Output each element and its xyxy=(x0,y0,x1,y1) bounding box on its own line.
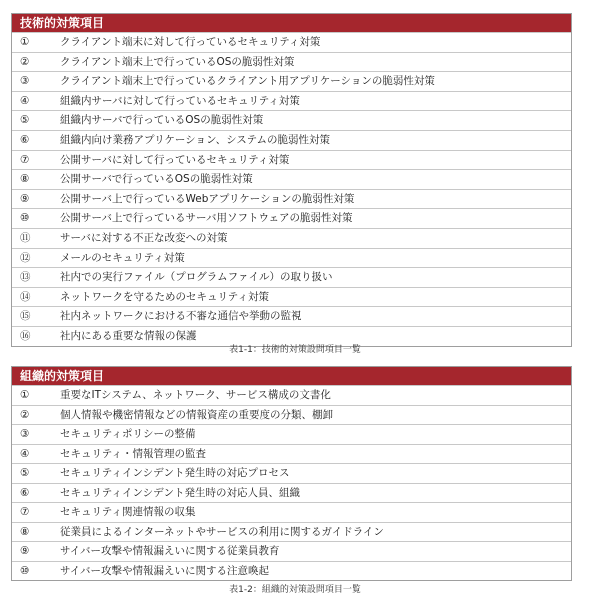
row-number: ④ xyxy=(20,447,30,460)
row-number: ⑮ xyxy=(20,310,31,323)
row-text: クライアント端末上で行っているOSの脆弱性対策 xyxy=(60,55,295,68)
row-number: ⑧ xyxy=(20,173,30,186)
row-number: ⑯ xyxy=(20,329,31,342)
table-body xyxy=(12,32,571,346)
table-row xyxy=(12,306,571,326)
table-row xyxy=(12,502,571,522)
row-number: ⑤ xyxy=(20,467,30,479)
table-row xyxy=(12,169,571,189)
row-text: セキュリティインシデント発生時の対応人員、組織 xyxy=(60,486,300,499)
row-number: ⑨ xyxy=(20,192,30,205)
row-text: 社内ネットワークにおける不審な通信や挙動の監視 xyxy=(60,310,302,323)
table-row xyxy=(12,110,571,130)
row-text: 従業員によるインターネットやサービスの利用に関するガイドライン xyxy=(60,525,384,538)
row-number: ⑬ xyxy=(20,271,31,284)
row-text: セキュリティインシデント発生時の対応プロセス xyxy=(60,467,290,479)
row-text: サイバー攻撃や情報漏えいに関する従業員教育 xyxy=(60,545,280,557)
row-number: ⑭ xyxy=(20,290,31,303)
row-number: ③ xyxy=(20,75,30,88)
row-number: ⑩ xyxy=(20,564,30,577)
row-number: ① xyxy=(20,389,30,401)
row-number: ③ xyxy=(20,428,30,440)
row-text: サーバに対する不正な改変への対策 xyxy=(60,231,228,244)
table-row xyxy=(12,189,571,209)
technical-measures-table xyxy=(11,13,572,347)
table-row xyxy=(12,150,571,170)
table-header: 組織的対策項目 xyxy=(12,367,571,385)
table-row xyxy=(12,52,571,72)
row-text: 組織内サーバで行っているOSの脆弱性対策 xyxy=(60,114,264,127)
table-row xyxy=(12,444,571,464)
row-text: 公開サーバ上で行っているWebアプリケーションの脆弱性対策 xyxy=(60,192,355,205)
row-text: セキュリティポリシーの整備 xyxy=(60,428,196,440)
table-row xyxy=(12,267,571,287)
row-text: 公開サーバ上で行っているサーバ用ソフトウェアの脆弱性対策 xyxy=(60,212,353,225)
row-text: 公開サーバに対して行っているセキュリティ対策 xyxy=(60,153,290,166)
table-row xyxy=(12,32,571,52)
row-text: 組織内サーバに対して行っているセキュリティ対策 xyxy=(60,94,300,107)
row-number: ② xyxy=(20,55,30,68)
table-caption: 表1-2：組織的対策設問項目一覧 xyxy=(229,585,361,595)
row-text: ネットワークを守るためのセキュリティ対策 xyxy=(60,290,269,303)
row-text: セキュリティ・情報管理の監査 xyxy=(60,447,206,460)
table-row xyxy=(12,71,571,91)
table-row xyxy=(12,522,571,542)
row-number: ② xyxy=(20,408,30,421)
table-caption: 表1-1：技術的対策設問項目一覧 xyxy=(229,345,361,355)
row-number: ⑦ xyxy=(20,153,30,166)
row-number: ⑧ xyxy=(20,525,30,538)
row-text: クライアント端末に対して行っているセキュリティ対策 xyxy=(60,36,321,48)
row-text: メールのセキュリティ対策 xyxy=(60,251,185,264)
row-number: ⑥ xyxy=(20,133,30,146)
table-header: 技術的対策項目 xyxy=(12,14,571,32)
table-row xyxy=(12,561,571,581)
table-row xyxy=(12,541,571,561)
row-number: ⑫ xyxy=(20,251,31,264)
row-number: ⑥ xyxy=(20,486,30,499)
organizational-measures-table xyxy=(11,366,572,581)
row-number: ⑨ xyxy=(20,545,30,557)
row-number: ④ xyxy=(20,94,30,107)
table-row xyxy=(12,91,571,111)
row-number: ⑤ xyxy=(20,114,30,127)
row-text: サイバー攻撃や情報漏えいに関する注意喚起 xyxy=(60,564,270,577)
row-text: 社内にある重要な情報の保護 xyxy=(60,329,197,342)
row-text: セキュリティ関連情報の収集 xyxy=(60,506,196,518)
row-number: ⑦ xyxy=(20,506,30,518)
table-row xyxy=(12,463,571,483)
row-number: ⑩ xyxy=(20,212,30,225)
row-number: ① xyxy=(20,36,30,48)
table-row xyxy=(12,385,571,405)
table-row xyxy=(12,483,571,503)
table-row xyxy=(12,228,571,248)
table-row xyxy=(12,248,571,268)
table-row xyxy=(12,424,571,444)
table-row xyxy=(12,287,571,307)
table-row xyxy=(12,208,571,228)
row-text: クライアント端末上で行っているクライアント用アプリケーションの脆弱性対策 xyxy=(60,75,435,88)
row-text: 個人情報や機密情報などの情報資産の重要度の分類、棚卸 xyxy=(60,408,333,421)
row-text: 公開サーバで行っているOSの脆弱性対策 xyxy=(60,173,253,186)
row-number: ⑪ xyxy=(20,231,31,244)
table-body xyxy=(12,385,571,580)
row-text: 重要なITシステム、ネットワーク、サービス構成の文書化 xyxy=(60,389,331,401)
table-row xyxy=(12,130,571,150)
row-text: 組織内向け業務アプリケーション、システムの脆弱性対策 xyxy=(60,133,331,146)
table-row xyxy=(12,405,571,425)
row-text: 社内での実行ファイル（プログラムファイル）の取り扱い xyxy=(60,271,333,284)
